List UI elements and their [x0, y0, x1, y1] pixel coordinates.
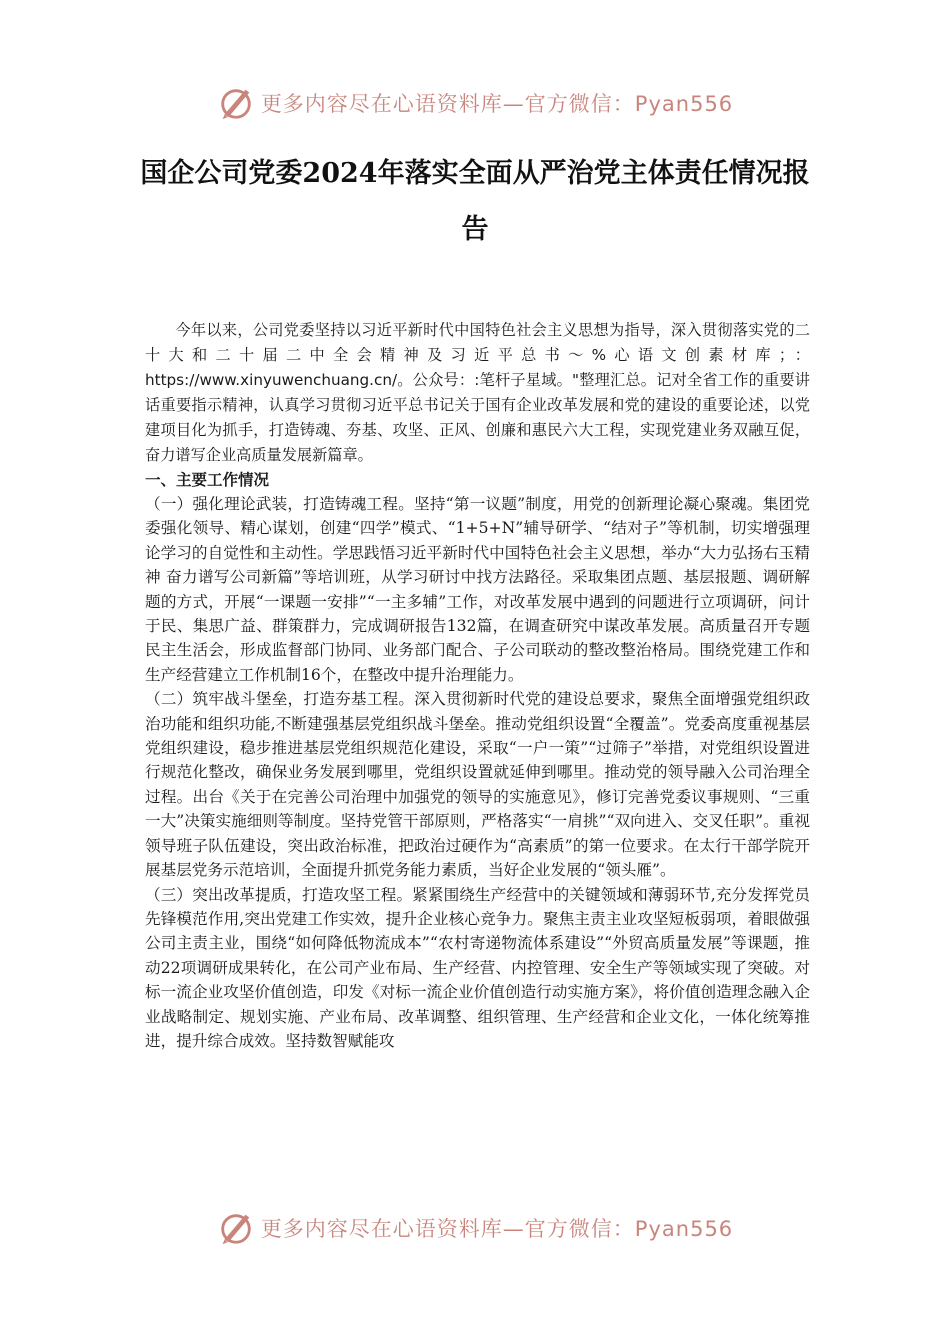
paragraph-3: （三）突出改革提质，打造攻坚工程。紧紧围绕生产经营中的关键领域和薄弱环节,充分发挥党员先锋模范作用,突出党建工作实效，提升企业核心竞争力。聚焦主责主业攻坚短板弱项，着眼做强公司主责主业，围绕“如何降低物流成本”“农村寄递物流体系建设”“外贸高质量发展”等课题，推动22项调研成果转化，在公司产业布局、生产经营、内控管理、安全生产等领域实现了突破。对标一流企业攻坚价值创造，印发《对标一流企业价值创造行动实施方案》，将价值创造理念融入企业战略制定、规划实施、产业布局、改革调整、组织管理、生产经营和企业文化，一体化统筹推进，提升综合成效。坚持数智赋能攻 [145, 885, 810, 1050]
paragraph-1: （一）强化理论武装，打造铸魂工程。坚持“第一议题”制度，用党的创新理论凝心聚魂。集团党委强化领导、精心谋划，创建“四学”模式、“1+5+N”辅导研学、“结对子”等机制，切实增强理论学习的自觉性和主动性。学思践悟习近平新时代中国特色社会主义思想，举办“大力弘扬右玉精神 奋力谱写公司新篇”等培训班，从学习研讨中找方法路径。采取集团点题、基层报题、调研解题的方式，开展“一课题一安排”“一主多辅”工作，对改革发展中遇到的问题进行立项调研，问计于民、集思广益、群策群力，完成调研报告132篇，在调查研究中谋改革发展。高质量召开专题民主生活会，形成监督部门协同、业务部门配合、子公司联动的整改整治格局。围绕党建工作和生产经营建立工作机制16个，在整改中提升治理能力。 [145, 495, 810, 684]
document-title: 国企公司党委2024年落实全面从严治党主体责任情况报告 [140, 158, 810, 245]
watermark-text-top: 更多内容尽在心语资料库—官方微信：Pyan556 [260, 92, 734, 116]
document-body [145, 318, 810, 1053]
watermark-text-bottom: 更多内容尽在心语资料库—官方微信：Pyan556 [260, 1217, 734, 1241]
watermark-banner-bottom [0, 1205, 950, 1251]
section-heading: 一、主要工作情况 [145, 471, 270, 489]
watermark-banner-top [0, 80, 950, 126]
pen-logo-icon [217, 84, 255, 122]
pen-logo-icon [217, 1209, 255, 1247]
intro-paragraph: 今年以来，公司党委坚持以习近平新时代中国特色社会主义思想为指导，深入贯彻落实党的二十大和二十届二中全会精神及习近平总书～%心语文创素材库；：https://www.xinyuwenchuang.cn/。公众号：:笔杆子星域。"整理汇总。记对全省工作的重要讲话重要指示精神，认真学习贯彻习近平总书记关于国有企业改革发展和党的建设的重要论述，以党建项目化为抓手，打造铸魂、夯基、攻坚、正风、创廉和惠民六大工程，实现党建业务双融互促，奋力谱写企业高质量发展新篇章。 [145, 321, 810, 464]
paragraph-2: （二）筑牢战斗堡垒，打造夯基工程。深入贯彻新时代党的建设总要求，聚焦全面增强党组织政治功能和组织功能,不断建强基层党组织战斗堡垒。推动党组织设置“全覆盖”。党委高度重视基层党组织建设，稳步推进基层党组织规范化建设，采取“一户一策”“过筛子”举措，对党组织设置进行规范化整改，确保业务发展到哪里，党组织设置就延伸到哪里。推动党的领导融入公司治理全过程。出台《关于在完善公司治理中加强党的领导的实施意见》，修订完善党委议事规则、“三重一大”决策实施细则等制度。坚持党管干部原则，严格落实“一肩挑”“双向进入、交叉任职”。重视领导班子队伍建设，突出政治标准，把政治过硬作为“高素质”的第一位要求。在太行干部学院开展基层党务示范培训，全面提升抓党务能力素质，当好企业发展的“领头雁”。 [145, 690, 810, 880]
